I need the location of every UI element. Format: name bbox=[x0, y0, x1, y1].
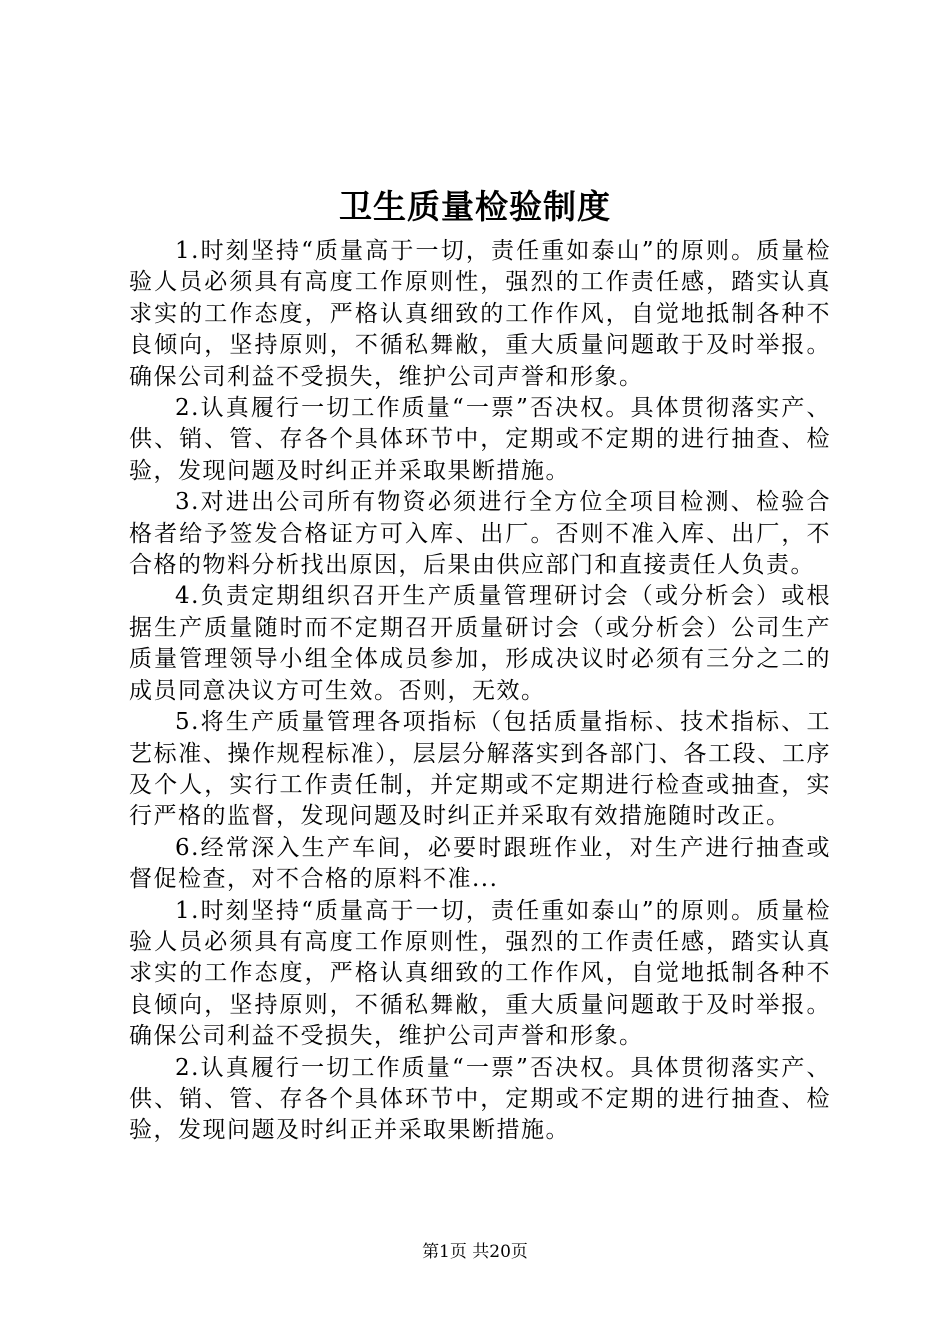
paragraph: 2.认真履行一切工作质量“一票”否决权。具体贯彻落实产、供、销、管、存各个具体环节中，定期或不定期的进行抽查、检验，发现问题及时纠正并采取果断措施。 bbox=[129, 1054, 831, 1144]
page-number-footer: 第1页 共20页 bbox=[422, 1242, 528, 1262]
paragraph: 6.经常深入生产车间，必要时跟班作业，对生产进行抽查或督促检查，对不合格的原料不准... bbox=[129, 834, 831, 893]
document-title: 卫生质量检验制度 bbox=[339, 187, 611, 226]
paragraph: 1.时刻坚持“质量高于一切，责任重如泰山”的原则。质量检验人员必须具有高度工作原则性，强烈的工作责任感，踏实认真求实的工作态度，严格认真细致的工作作风，自觉地抵制各种不良倾向，坚持原则，不循私舞敝，重大质量问题敢于及时举报。确保公司利益不受损失，维护公司声誉和形象。 bbox=[129, 897, 831, 1050]
paragraph: 2.认真履行一切工作质量“一票”否决权。具体贯彻落实产、供、销、管、存各个具体环节中，定期或不定期的进行抽查、检验，发现问题及时纠正并采取果断措施。 bbox=[129, 395, 831, 484]
paragraph: 1.时刻坚持“质量高于一切，责任重如泰山”的原则。质量检验人员必须具有高度工作原则性，强烈的工作责任感，踏实认真求实的工作态度，严格认真细致的工作作风，自觉地抵制各种不良倾向，坚持原则，不循私舞敝，重大质量问题敢于及时举报。确保公司利益不受损失，维护公司声誉和形象。 bbox=[129, 238, 831, 390]
paragraph: 5.将生产质量管理各项指标（包括质量指标、技术指标、工艺标准、操作规程标准），层层分解落实到各部门、各工段、工序及个人，实行工作责任制，并定期或不定期进行检查或抽查，实行严格的监督，发现问题及时纠正并采取有效措施随时改正。 bbox=[129, 709, 831, 830]
document-body bbox=[129, 236, 831, 1147]
paragraph: 4.负责定期组织召开生产质量管理研讨会（或分析会）或根据生产质量随时而不定期召开质量研讨会（或分析会）公司生产质量管理领导小组全体成员参加，形成决议时必须有三分之二的成员同意决议方可生效。否则，无效。 bbox=[129, 583, 831, 704]
paragraph: 3.对进出公司所有物资必须进行全方位全项目检测、检验合格者给予签发合格证方可入库、出厂。否则不准入库、出厂，不合格的物料分析找出原因，后果由供应部门和直接责任人负责。 bbox=[129, 489, 831, 579]
